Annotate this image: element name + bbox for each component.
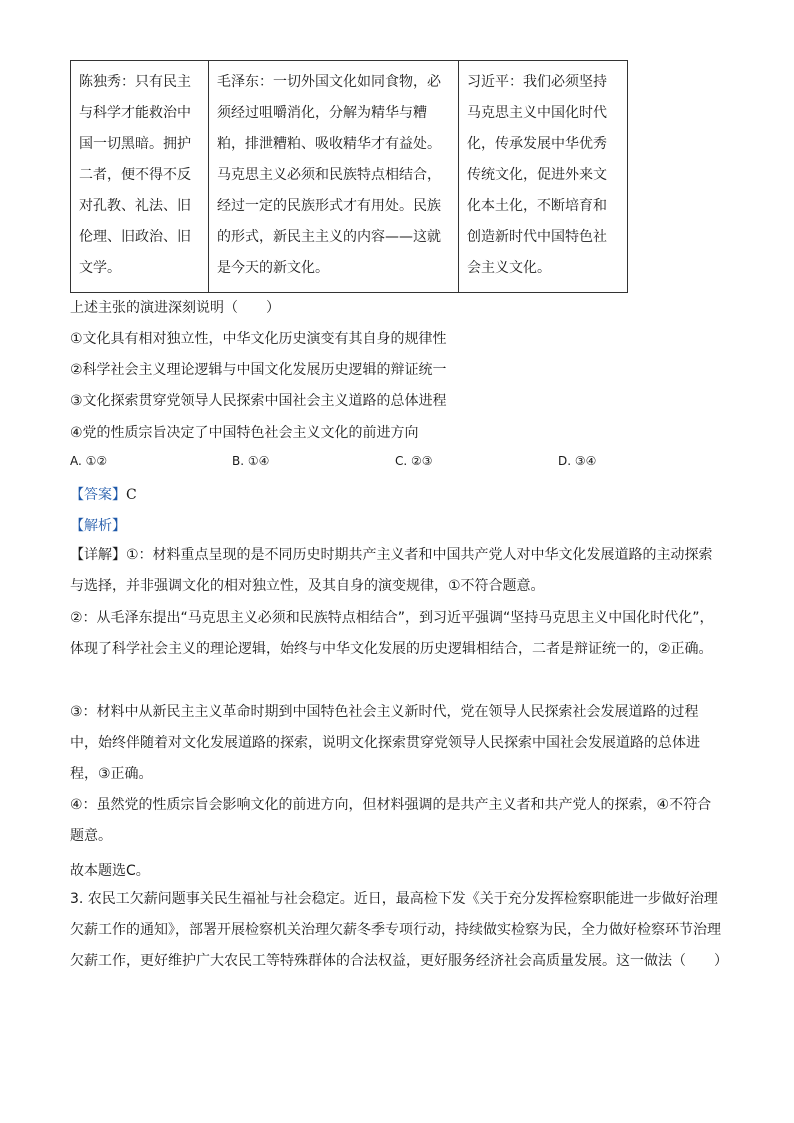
statement-1: ①文化具有相对独立性，中华文化历史演变有其自身的规律性	[70, 331, 447, 347]
option-c: C. ②③	[395, 454, 433, 468]
statement-4: ④党的性质宗旨决定了中国特色社会主义文化的前进方向	[70, 425, 419, 441]
quotes-table	[70, 60, 628, 293]
detail-tag: 【详解】	[70, 547, 126, 563]
analysis-text-1: ①：材料重点呈现的是不同历史时期共产主义者和中国共产党人对中华文化发展道路的主动探索与选择，并非强调文化的相对独立性，及其自身的演变规律，①不符合题意。	[70, 547, 713, 594]
table-row	[71, 61, 628, 293]
analysis-paragraph-4: ④：虽然党的性质宗旨会影响文化的前进方向，但材料强调的是共产主义者和共产党人的探索，④不符合题意。	[70, 797, 712, 844]
option-a: A. ①②	[70, 454, 108, 468]
question-stem: 上述主张的演进深刻说明（ ）	[70, 300, 280, 316]
analysis-paragraph-2: ②：从毛泽东提出“马克思主义必须和民族特点相结合”，到习近平强调“坚持马克思主义中国化时代化”，体现了科学社会主义的理论逻辑，始终与中华文化发展的历史逻辑相结合，二者是辩证统一的，②正确。	[70, 610, 714, 657]
quote-xi-jinping: 习近平：我们必须坚持马克思主义中国化时代化，传承发展中华优秀传统文化，促进外来文化本土化，不断培育和创造新时代中国特色社会主义文化。	[459, 61, 628, 293]
answer-value: C	[126, 487, 137, 503]
option-d: D. ③④	[558, 454, 597, 468]
analysis-heading	[70, 515, 126, 535]
analysis-paragraph-3: ③：材料中从新民主主义革命时期到中国特色社会主义新时代，党在领导人民探索社会发展道路的过程中，始终伴随着对文化发展道路的探索，说明文化探索贯穿党领导人民探索中国社会发展道路的总体进程，③正确。	[70, 704, 700, 782]
answer-options	[70, 454, 670, 474]
analysis-tag: 【解析】	[70, 518, 126, 534]
conclusion: 故本题选C。	[70, 863, 150, 879]
option-b: B. ①④	[232, 454, 270, 468]
statement-2: ②科学社会主义理论逻辑与中国文化发展历史逻辑的辩证统一	[70, 362, 447, 378]
analysis-paragraph-1	[70, 540, 725, 602]
answer-line	[70, 484, 137, 504]
answer-tag: 【答案】	[70, 487, 126, 503]
quote-mao-zedong: 毛泽东：一切外国文化如同食物，必须经过咀嚼消化，分解为精华与糟粕，排泄糟粕、吸收精华才有益处。马克思主义必须和民族特点相结合，经过一定的民族形式才有用处。民族的形式，新民主主义的内容——这就是今天的新文化。	[209, 61, 459, 293]
statement-3: ③文化探索贯穿党领导人民探索中国社会主义道路的总体进程	[70, 393, 447, 409]
quote-chen-duxiu: 陈独秀：只有民主与科学才能救治中国一切黑暗。拥护二者，便不得不反对孔教、礼法、旧伦理、旧政治、旧文学。	[71, 61, 209, 293]
next-question: 3. 农民工欠薪问题事关民生福祉与社会稳定。近日，最高检下发《关于充分发挥检察职能进一步做好治理欠薪工作的通知》，部署开展检察机关治理欠薪冬季专项行动，持续做实检察为民，全力做好检察环节治理欠薪工作，更好维护广大农民工等特殊群体的合法权益，更好服务经济社会高质量发展。这一做法（ ）	[70, 891, 728, 969]
